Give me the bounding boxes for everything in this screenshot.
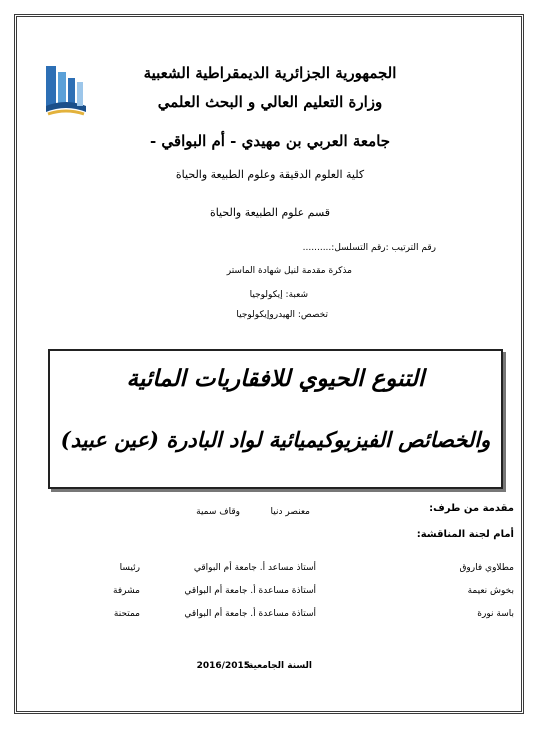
ranking-line: رقم الترتيب :رقم التسلسل:.......... bbox=[302, 243, 436, 253]
jury-member-role: ممتحنة bbox=[113, 609, 140, 619]
jury-member-rank: أستاذة مساعدة أ. جامعة أم البواقي bbox=[184, 609, 316, 619]
student-name: وقاف سمية bbox=[196, 507, 240, 517]
branch-line: شعبة: إيكولوجيا bbox=[249, 290, 308, 300]
jury-member-role: رئيسا bbox=[119, 563, 140, 573]
department-heading: قسم علوم الطبيعة والحياة bbox=[209, 206, 331, 219]
presented-label: مقدمة من طرف: bbox=[429, 503, 514, 514]
university-heading: جامعة العربي بن مهيدي - أم البواقي - bbox=[149, 132, 391, 150]
jury-member-rank: أستاذ مساعد أ. جامعة أم البواقي bbox=[193, 563, 316, 573]
jury-member-name: بخوش نعيمة bbox=[467, 586, 514, 596]
title-box bbox=[48, 349, 503, 489]
academic-year-label: السنة الجامعية: bbox=[244, 661, 312, 671]
title-line-1: التنوع الحيوي للافقاريات المائية bbox=[126, 365, 425, 392]
faculty-heading: كلية العلوم الدقيقة وعلوم الطبيعة والحياة bbox=[175, 168, 365, 181]
jury-member-name: باسة نورة bbox=[477, 609, 514, 619]
student-name: معنصر دنيا bbox=[270, 507, 310, 517]
title-line-2: والخصائص الفيزيوكيميائية لواد البادرة (عين عبيد) bbox=[60, 427, 491, 452]
jury-member-name: مطلاوي فاروق bbox=[459, 563, 514, 573]
jury-member-role: مشرفة bbox=[113, 586, 140, 596]
academic-year-value: 2016/2015 bbox=[196, 661, 250, 671]
jury-label: أمام لجنة المناقشة: bbox=[416, 529, 514, 540]
ministry-heading: وزارة التعليم العالي و البحث العلمي bbox=[157, 93, 383, 111]
jury-member-rank: أستاذة مساعدة أ. جامعة أم البواقي bbox=[184, 586, 316, 596]
republic-heading: الجمهورية الجزائرية الديمقراطية الشعبية bbox=[143, 64, 397, 82]
specialty-line: تخصص: الهيدروإيكولوجيا bbox=[236, 310, 328, 320]
memoir-line: مذكرة مقدمة لنيل شهادة الماستر bbox=[226, 266, 352, 276]
